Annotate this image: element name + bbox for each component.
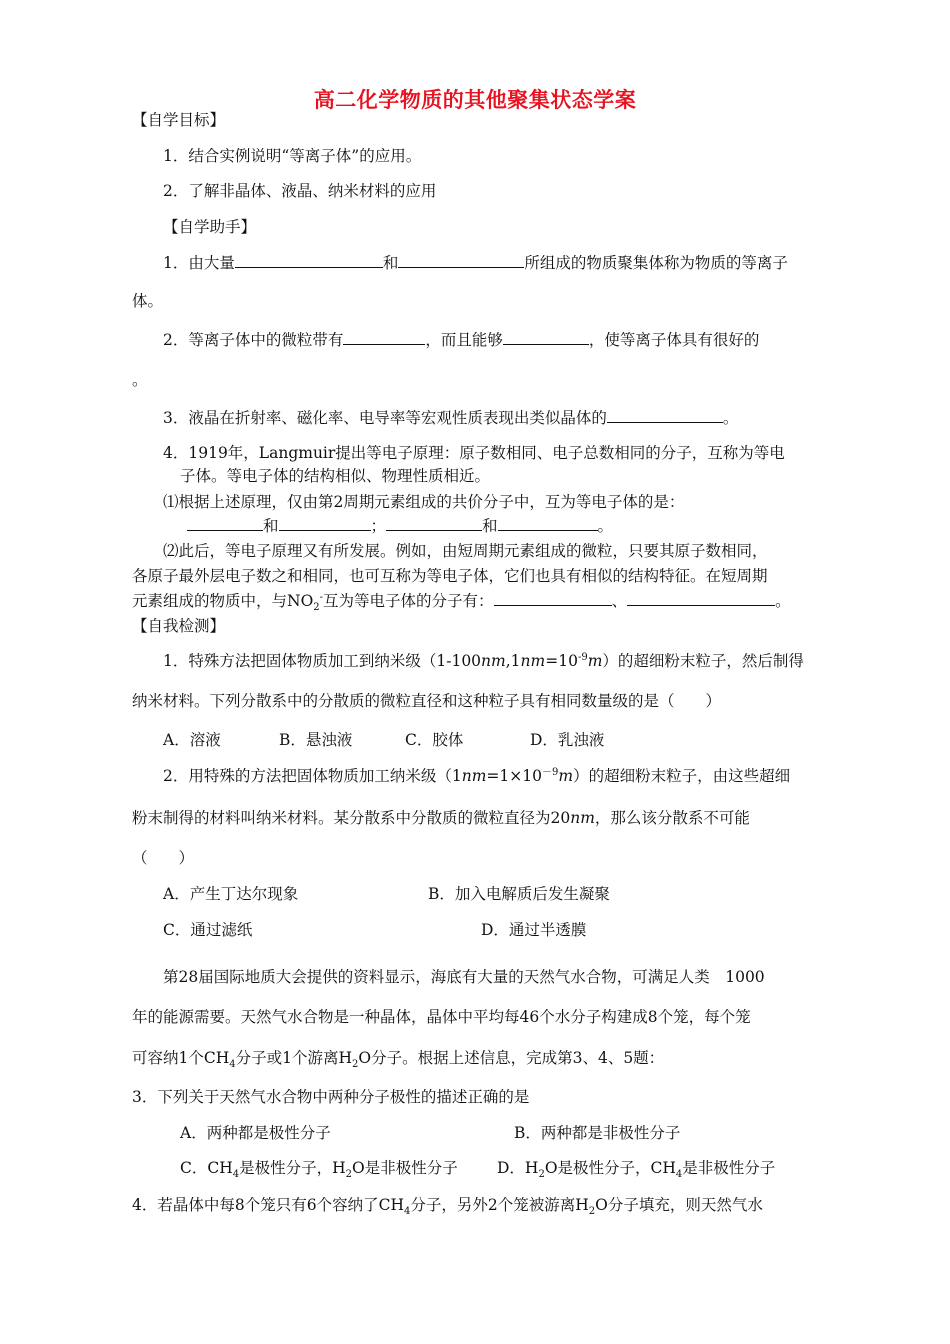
answer-blank[interactable] bbox=[494, 591, 612, 606]
helper-question-4-part1: ⑴根据上述原理，仅由第2周期元素组成的共价分子中，互为等电子体的是： bbox=[163, 493, 685, 511]
goal-item-1: 1．结合实例说明“等离子体”的应用。 bbox=[163, 147, 422, 165]
test-question-2-line3: （ ） bbox=[132, 849, 195, 867]
option-a[interactable]: A．两种都是极性分子 bbox=[180, 1124, 331, 1142]
helper-question-4-part2-line2: 各原子最外层电子数之和相同，也可互称为等电子体，它们也具有相似的结构特征。在短周期 bbox=[132, 567, 768, 585]
passage-line2: 年的能源需要。天然气水合物是一种晶体，晶体中平均每46个水分子构建成8个笼，每个笼 bbox=[132, 1008, 751, 1026]
option-c[interactable]: C．$CH_4$是极性分子，$H_2O$是非极性分子 bbox=[180, 1159, 458, 1181]
option-a[interactable]: A．溶液 bbox=[163, 731, 221, 749]
option-b[interactable]: B．悬浊液 bbox=[279, 731, 353, 749]
test-question-2-line2: 粉末制得的材料叫纳米材料。某分散系中分散质的微粒直径为20nm，那么该分散系不可能 bbox=[132, 809, 750, 827]
helper-question-4-part2-line3: 元素组成的物质中，与$NO_2^-$互为等电子体的分子有： 、 。 bbox=[132, 591, 791, 614]
option-b[interactable]: B．加入电解质后发生凝聚 bbox=[428, 885, 610, 903]
test-question-1-line1: 1．特殊方法把固体物质加工到纳米级$(1-100nm,1nm=10^{-9}m)$的超细粉末粒子，然后制得 bbox=[163, 651, 804, 670]
test-question-3-stem: 3．下列关于天然气水合物中两种分子极性的描述正确的是 bbox=[132, 1088, 530, 1106]
helper-question-1-cont: 体。 bbox=[132, 292, 164, 310]
option-c[interactable]: C．通过滤纸 bbox=[163, 921, 253, 939]
test-question-1-line2: 纳米材料。下列分散系中的分散质的微粒直径和这种粒子具有相同数量级的是（ ） bbox=[132, 692, 722, 710]
test-question-4-stem: 4．若晶体中每8个笼只有6个容纳了$CH_4$分子，另外2个笼被游离$H_2O$分子填充，则天然气水 bbox=[132, 1196, 763, 1218]
helper-question-2-cont: 。 bbox=[132, 371, 148, 389]
answer-blank[interactable] bbox=[235, 253, 383, 268]
answer-blank[interactable] bbox=[187, 516, 263, 531]
answer-blank[interactable] bbox=[607, 408, 723, 423]
answer-blank[interactable] bbox=[343, 330, 425, 345]
helper-question-4-part1-blanks: 和 ； 和 。 bbox=[187, 516, 613, 536]
test-question-2-line1: 2．用特殊的方法把固体物质加工纳米级$(1nm=1\times 10^{-9}m)$的超细粉末粒子，由这些超细 bbox=[163, 766, 791, 785]
passage-line1: 第28届国际地质大会提供的资料显示，海底有大量的天然气水合物，可满足人类 1000 bbox=[163, 968, 765, 986]
answer-blank[interactable] bbox=[386, 516, 482, 531]
answer-blank[interactable] bbox=[627, 591, 775, 606]
section-heading-goals: 【自学目标】 bbox=[132, 111, 226, 129]
answer-blank[interactable] bbox=[503, 330, 589, 345]
answer-blank[interactable] bbox=[498, 516, 598, 531]
section-heading-self-test: 【自我检测】 bbox=[132, 617, 226, 635]
option-d[interactable]: D．$H_2O$是极性分子，$CH_4$是非极性分子 bbox=[497, 1159, 776, 1181]
answer-blank[interactable] bbox=[279, 516, 371, 531]
helper-question-3: 3．液晶在折射率、磁化率、电导率等宏观性质表现出类似晶体的 。 bbox=[163, 409, 739, 427]
helper-question-4-line2: 子体。等电子体的结构相似、物理性质相近。 bbox=[180, 467, 491, 485]
option-a[interactable]: A．产生丁达尔现象 bbox=[163, 885, 299, 903]
option-c[interactable]: C．胶体 bbox=[405, 731, 464, 749]
option-d[interactable]: D．通过半透膜 bbox=[481, 921, 587, 939]
helper-question-4-part2-line1: ⑵此后，等电子原理又有所发展。例如，由短周期元素组成的微粒，只要其原子数相同， bbox=[163, 542, 768, 560]
passage-line3: 可容纳1个$CH_4$分子或1个游离$H_2O$分子。根据上述信息，完成第3、4、5题： bbox=[132, 1049, 665, 1071]
goal-item-2: 2．了解非晶体、液晶、纳米材料的应用 bbox=[163, 182, 437, 200]
document-title: 高二化学物质的其他聚集状态学案 bbox=[313, 88, 637, 112]
answer-blank[interactable] bbox=[398, 253, 524, 268]
helper-question-4-line1: 4．1919年，Langmuir提出等电子原理：原子数相同、电子总数相同的分子，互称为等电 bbox=[163, 444, 785, 462]
helper-question-2: 2．等离子体中的微粒带有 ，而且能够 ，使等离子体具有很好的 bbox=[163, 331, 760, 349]
section-heading-helper: 【自学助手】 bbox=[163, 218, 257, 236]
option-d[interactable]: D．乳浊液 bbox=[530, 731, 605, 749]
helper-question-1: 1．由大量 和 所组成的物质聚集体称为物质的等离子 bbox=[163, 254, 788, 272]
option-b[interactable]: B．两种都是非极性分子 bbox=[514, 1124, 681, 1142]
